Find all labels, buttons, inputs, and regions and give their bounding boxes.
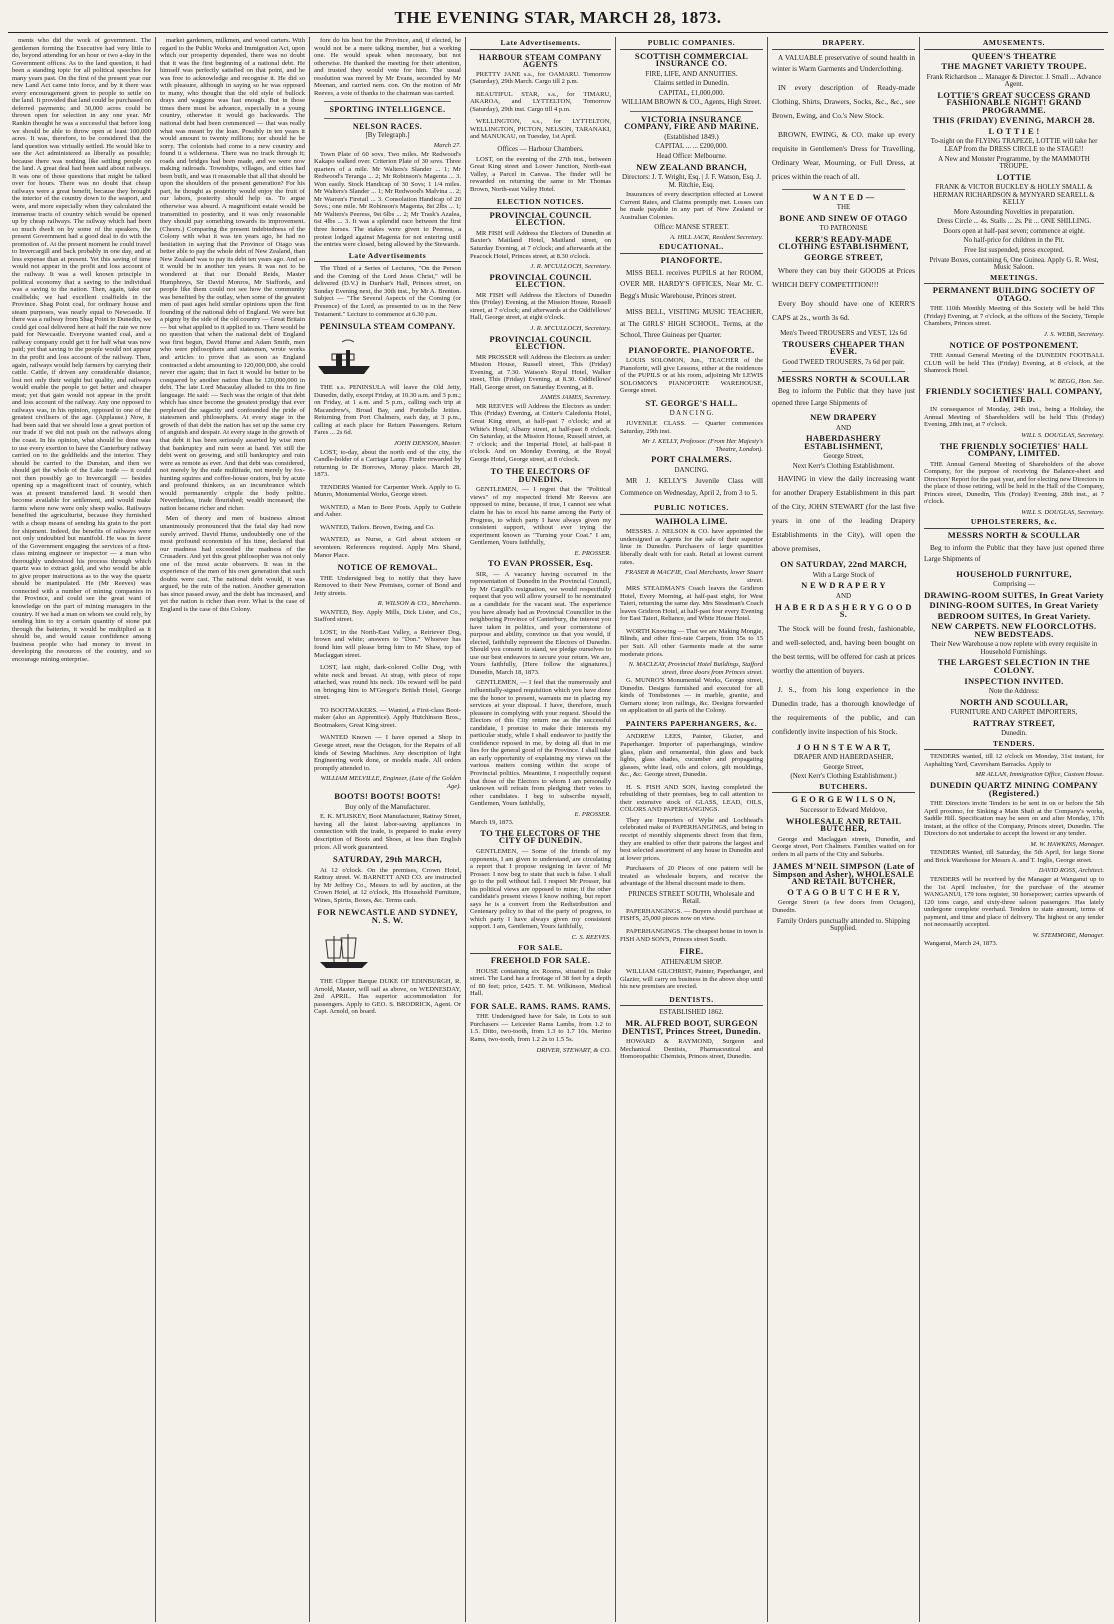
bedroom-line: BEDROOM SUITES, In Great Variety. [937, 610, 1091, 621]
quartz-company-signature: M. W. HAWKINS, Manager. [1030, 840, 1104, 848]
half-price-line: No half-price for children in the Pit. [963, 236, 1065, 245]
electors-title: TO THE ELECTORS OF DUNEDIN. [490, 466, 591, 484]
city-electors-signature: C. S. REEVES. [571, 933, 611, 941]
dancing-line: D A N C I N G. [669, 409, 714, 418]
paperhangings-ad: PAPERHANGINGS. The cheapest house in town is FISH AND SON'S, Princes street South. [620, 928, 763, 943]
friendly-hall-title: THE FRIENDLY SOCIETIES' HALL COMPANY, LIMITED. [939, 440, 1089, 459]
rams-signature: DRIVER, STEWART, & CO. [536, 1046, 611, 1054]
column-7 [920, 37, 1108, 1622]
cast-line: FRANK & VICTOR BUCKLEY & HOLLY SMALL & HERMAN RICHARDSON & MYNYARD SEARELL & KELLY [933, 183, 1095, 207]
every-description-ad: IN every description of Ready-made Clothing, Shirts, Drawers, Socks, &c., &c., see Brown, Ewing, and Co.'s New Stock. [772, 82, 915, 120]
claims-line: Claims settled in Dunedin. [654, 79, 729, 88]
reply-signature: E. PROSSER. [574, 810, 611, 818]
postponement-signature: W. BEGG, Hon. Sec. [1049, 377, 1104, 385]
howard-ad: HOWARD & RAYMOND, Surgeon and Mechanical Dentists, Pharmaceutical and Homoeopathic Chemists, Princes street, Dunedin. [620, 1038, 763, 1061]
friendly-hall-signature: WILL S. DOUGLAS, Secretary. [1021, 431, 1104, 439]
capital-line: CAPITAL, £1,000,000. [658, 88, 725, 97]
reply-date: March 19, 1873. [470, 819, 514, 827]
fish-son-ad: H. S. FISH AND SON, having completed the rebuilding of their premises, beg to call attention to their extensive stock of GLASS, LEAD, OILS, COLORS AND PAPERHANGINGS. [620, 783, 763, 814]
ship-body: THE Clipper Barque DUKE OF EDINBURGH, R. Arnold, Master, will sail as above, on WEDNESDAY, 2nd APRIL. Has superior accommodation for passengers. Apply to GEO. S. BRODRICK, Agent. Or Capt. Arnold, on board. [314, 978, 461, 1016]
lost-ad: LOST, last night, dark-colored Collie Dog, with white neck and breast. At strap, with piece of rope attached, was round his neck. 10s reward will be paid on bringing him to M'Gregor's British Hotel, George street. [314, 664, 461, 702]
lost-ad: LOST, in the North-East Valley, a Retriever Dog, brown and white; answers to "Don." Whoever has found him will please bring him to Mr Shaw, top of Maclaggan street. [314, 628, 461, 659]
capital-line: CAPITAL ... ... £200,000. [655, 142, 728, 151]
public-companies-heading: PUBLIC COMPANIES. [620, 39, 763, 50]
victoria-body: Insurances of every description effected at Lowest Current Rates, and Claims promptly met. Losses can be made payable in any part of New Zealand or Australian Colonies. [620, 191, 763, 221]
steam-ad-signature: JOHN DENSON, Master. [393, 439, 461, 447]
rams-body: THE Undersigned have for Sale, in Lots to suit Purchasers — Leicester Rams Lambs, from 1.2 to 1.5. Ditto, two-tooth, from 1.3 to 1.7 10s. Merino Rams, two-tooth, from 1.2 2s to 1.5 5s. [470, 1013, 611, 1043]
waihola-signature: FRASER & MACFIE, Coal Merchants, lower Stuart street. [625, 569, 763, 584]
scottish-title: SCOTTISH COMMERCIAL INSURANCE CO. [634, 50, 749, 69]
electors-signature: E. PROSSER. [574, 549, 611, 557]
election-signature: J. R. M'CULLOCH, Secretary. [530, 324, 611, 332]
boots-body: E. K. M'LISKEY, Boot Manufacturer, Rattray Street, having all the latest labor-saving appliances in connection with the trade, is prepared to make every description of Boots and Shoes, at less than English prices. All work guaranteed. [314, 813, 461, 851]
wholesale-line: WHOLESALE AND RETAIL BUTCHER, [785, 815, 902, 834]
north-scoullar-line: NORTH AND SCOULLAR, [959, 696, 1069, 707]
bell-ad: MISS BELL, VISITING MUSIC TEACHER, at The GIRLS' HIGH SCHOOL. Terms, at the School, Three Guineas per Quarter. [620, 308, 763, 340]
sewing-ad: WANTED Known — I have opened a Shop in George street, near the Octagon, for the Repairs of all kinds of Sewing Machines. Any description of light Engineering work done, or models made. All orders promptly attended to. [314, 734, 461, 772]
friday-line: THIS (FRIDAY) EVENING, MARCH 28. [933, 115, 1095, 126]
article-body: fore do his best for the Province, and, if elected, he would not be a mere talking member, but a working one. He would speak when necessary, but not otherwise. He thanked the meeting for their attention, and trusted they would vote for him. The usual resolution was moved by Mr Evans, seconded by Mr Meenan, and carried nem. con. On the motion of Mr Reeves, a vote of thanks to the chairman was carried. [314, 37, 461, 97]
agents-line: WILLIAM BROWN & CO., Agents, High Street. [621, 98, 762, 107]
fish-son-address: PRINCES STREET SOUTH, Wholesale and Retail. [628, 889, 755, 906]
sale-body: At 12 o'clock. On the premises, Crown Hotel, Rattray street. W. BARNETT AND CO. are instructed by Mr Jeffrey Co., Messrs to sell by auction, at the Crown Hotel, at 12 o'clock, His Household Furniture, Wines, Spirits, Boxes, &c. Terms cash. [314, 866, 461, 904]
the-line: THE [836, 203, 851, 212]
rams-title: FOR SALE. RAMS. RAMS. RAMS. [470, 1000, 611, 1011]
friendly-hall-signature: WILL S. DOUGLAS, Secretary. [1021, 508, 1104, 516]
dateline: March 27. [433, 142, 461, 150]
divider [630, 111, 753, 112]
asphalting-signature: MR ALLAN, Immigration Office, Custom House. [975, 771, 1104, 779]
port-kelly-ad: MR J. KELLY'S Juvenile Class will Commence on Wednesday, April 2, from 3 to 5. [620, 477, 763, 497]
and-line: AND [835, 592, 852, 601]
quartz-company-title: DUNEDIN QUARTZ MINING COMPANY (Registered.) [929, 780, 1099, 798]
private-boxes-line: Private Boxes, containing 6, One Guinea. Apply G. R. West, Music Saloon. [929, 255, 1099, 272]
article-body: market gardeners, milkmen, and wood carters. With regard to the Public Works and Immigration Act, upon which our prosperity depended, there was no doubt that it was the first beginning of a national debt. He himself was perfectly satisfied on that point, and he was free to acknowledge and recognise it. He did so with pleasure, although in saying so he was opposed to many, who thought that the old style of bullock drays and waggons was fast enough. But in those times there must be advance, especially in a young country, otherwise it would go backwards. The national debt had been commenced — that was really what was meant by the loan. Possibly in ten years it would amount to twenty millions; nor should he be sorry. The colonists had come to a new country and found it a wilderness. There was no track through it; roads and bridges had been made, and we were now making railroads. Townships, villages, and cities had been built, and was it reasonable that all that should be upon the shoulders of the present generation? For his part, he thought as posterity would enjoy the fruit of our labors, posterity should help us. To argue otherwise was absurd. A magnificent estate would be transmitted to posterity, and it was only reasonable they should pay something towards its improvement. (Cheers.) Comparing the present indebtedness of the Colony with what it was ten years ago, he had no hesitation in saying that the Province of Otago was better able to pay the whole debt of New Zealand, than New Zealand was to pay its debt ten years ago. And so it would be in another ten years. It was not to be wondered at that our Donald Reids, Master Humphreys, Sir David Monros, Mr Staffords, and people like them could not see how the community was benefited by the outlay, when some of the greatest men of past ages held similar opinions upon the first founding of the national debt of England. We were but a pigmy by the side of the old country — Great Britain — but what applied to it applied to us. There would be no question that when the national debt of England was first begun, David Hume and Adam Smith, men who were philosophers and statesmen, wrote works and articles to prove that as soon as England contracted a debt amounting to 120,000,000, she could never rise again; that in fact it would be better to be conquered by another nation than be 120,000,000 in debt. The late Lord Macaulay alluded to this in fine language. He said: — Such was the origin of that debt which has since become the greatest prodigy that ever perplexed the sagacity and confounded the pride of statesmen and philosophers. At every stage in the growth of that debt the nation has set up the same cry of anguish and despair. At every stage in the growth of that debt it has been seriously asserted by wise men that bankruptcy and ruin were at hand. Yet still the debt went on growing, and still bankruptcy and ruin were as remote as ever. And that debt was considered, not merely by the rude multitude, not merely by fox-hunting squires and coffee-house orators, but by acute and profound thinkers, as an incumbrance which would permanently cripple the body politic. Nevertheless, trade flourished; wealth increased; the nation became richer and richer. [160, 37, 305, 512]
gilchrist-ad: WILLIAM GILCHRIST, Painter, Paperhanger, and Glazier, will carry on business in the above shop until his new premises are erected. [620, 968, 763, 991]
sailing-ship-icon [314, 932, 374, 972]
george-street-line: George Street, [823, 452, 864, 461]
bone-sinew-line: BONE AND SINEW OF OTAGO [779, 212, 908, 223]
stock-ad: The Stock will be found fresh, fashionable, and well-selected, and, having been bought on the best terms, will be offered for cash at prices worthy the attention of buyers. [772, 623, 915, 675]
divider [782, 189, 905, 190]
tenders-heading: TENDERS. [924, 740, 1104, 751]
office-signature: A. HILL JACK, Resident Secretary. [670, 233, 763, 241]
electors-letter: GENTLEMEN, — I regret that the "Political views" of my respected friend Mr Reeves are opposed to mine, because, if true, I cannot see what claim he has to excel his name among the Party of Progress, to which party I have always given my consistent support, without ever trying the experiment known as "Turning your Coat." I am, Gentlemen, Yours faithfully, [470, 486, 611, 547]
largest-selection-line: THE LARGEST SELECTION IN THE COLONY. [937, 657, 1091, 675]
north-scoullar-intro: Beg to inform the Public that they have just opened three Large Shipments of [772, 387, 915, 407]
port-chalmers-title: PORT CHALMERS. [651, 454, 732, 465]
comprising-line: Comprising — [993, 580, 1035, 589]
patronise-line: TO PATRONISE [819, 224, 868, 233]
lecture-ad: The Third of a Series of Lectures, "On the Person and the Coming of the Lord Jesus Christ," will be delivered (D.V.) in Dunbar's Hall, Princes street, on Sunday Evening next, the 30th inst., by Mr A. Brenton. Subject — "The Several Aspects of the Coming (or Presence) of the Lord, as presented to us in the New Testament." Lecture to commence at 6.30 p.m. [314, 265, 461, 318]
removal-signature: R. WILSON & CO., Merchants. [377, 600, 461, 608]
column-2 [156, 37, 310, 1622]
directors-line: Directors: J. T. Wright, Esq. | J. F. Watson, Esq. J. M. Ritchie, Esq. [622, 173, 761, 189]
freehold-body: HOUSE containing six Rooms, situated in Duke street. The Land has a frontage of 38 feet by a depth of 80 feet; price, £425. T. M. Wilkinson, Medical Hall. [470, 967, 611, 998]
lottie-line: LOTTIE [996, 171, 1032, 182]
good-tweed-line: Good TWEED TROUSERS, 7s 6d per pair. [782, 358, 905, 367]
freehold-title: FREEHOLD FOR SALE. [490, 955, 591, 966]
column-4 [466, 37, 616, 1622]
warehouse-line: Their New Warehouse a now replete with every requisite in Household Furnishings. [930, 640, 1098, 656]
inspection-line: INSPECTION INVITED. [964, 675, 1064, 686]
sporting-heading: SPORTING INTELLIGENCE. [329, 105, 446, 115]
friendly-hall-title: FRIENDLY SOCIETIES' HALL COMPANY, LIMITED. [925, 386, 1103, 404]
kelly-signature: Mr J. KELLY, Professor. (From Her Majesty's Theatre, London). [642, 438, 763, 453]
carpets-line: NEW CARPETS. NEW FLOORCLOTHS. NEW BEDSTEADS. [931, 621, 1097, 639]
city-electors-letter: GENTLEMEN, — Some of the friends of my opponents, I am given to understand, are circulating a report that I propose resigning in favor of Mr Prosser. I now beg to state that such is false. I shall go to the poll without fail. I respect Mr Prosser, but his political views are opposed to mine; if the other candidate's present views I know nothing, but report says he is a convert from the Redistribution and Centenary policy to that of the party of progress, to which party I have always given my consistent support. I am, Gentlemen, Yours faithfully, [470, 847, 611, 931]
amusements-heading: AMUSEMENTS. [924, 39, 1104, 50]
trapeze-line: To-night on the FLYING TRAPEZE, LOTTIE will take her LEAP from the DRESS CIRCLE to the STAGE!! [930, 137, 1098, 154]
dunedin-line: Dunedin. [1001, 729, 1027, 738]
new-drapery-line: N E W D R A P E R Y [801, 580, 886, 591]
masthead: THE EVENING STAR, MARCH 28, 1873. [8, 8, 1108, 33]
requisition-title: TO EVAN PROSSER, Esq. [488, 558, 593, 569]
haberdashery-goods-line: H A B E R D A S H E R Y G O O D S. [775, 601, 912, 620]
queens-theatre-title: QUEEN'S THEATRE [971, 50, 1057, 61]
permanent-society-body: THE 110th Monthly Meeting of this Society will be held This (Friday) Evening, at 7 o'clock, at the offices of the Society, Temple Chambers, Princes street. [924, 305, 1104, 328]
butchers-heading: BUTCHERS. [772, 783, 915, 794]
election-title: PROVINCIAL COUNCIL ELECTION. [489, 333, 592, 352]
removal-body: THE Undersigned beg to notify that they have Removed to their New Premises, corner of Bond and Jetty streets. [314, 574, 461, 597]
steamship-icon [314, 338, 374, 378]
article-body-continued: Men of theory and men of business almost unanimously pronounced that the fatal day had now surely arrived. David Hume, undoubtedly one of the most profound economists of his time, declared that our madness had exceeded the madness of the Crusaders. And yet this great philosopher was not only one of the most acute observers. It was in the experience of the men of his own generation that such doubts were cast. The national debt would, it was argued, be the ruin of the nation. Another generation has since passed away, and the debt has increased, and yet the nation is richer than ever. What is the case of England is the case of this Colony. [160, 515, 305, 614]
election-heading: ELECTION NOTICES. [470, 198, 611, 209]
victoria-title: VICTORIA INSURANCE COMPANY, FIRE AND MARINE. [624, 113, 759, 132]
sale-title: SATURDAY, 29th MARCH, [333, 854, 442, 865]
boot-dentist-title: MR. ALFRED BOOT, SURGEON DENTIST, Princes Street, Dunedin. [622, 1017, 761, 1036]
solomon-ad: LOUIS SOLOMON, Jun., TEACHER of the Pianoforte, will give Lessons, either at the residences of the PUPILS or at his room, adjoining Mr LEWIS SOLOMON'S PIANOFORTE WAREHOUSE, George street. [620, 357, 763, 395]
steadman-ad: MRS STEADMAN'S Coach leaves the Gridiron Hotel, Every Morning, at half-past eight, for West Taieri, returning the same day. Mrs Steadman's Coach leaves Gridiron Hotel, at half-past four every Evening for East Taieri, Reliance, and White House Hotel. [620, 585, 763, 623]
nz-branch-line: NEW ZEALAND BRANCH, [636, 161, 747, 172]
and-line: AND [835, 423, 852, 432]
magnet-troupe-line: THE MAGNET VARIETY TROUPE. [941, 61, 1087, 72]
js-ad: J. S., from his long experience in the Dunedin trade, has a thorough knowledge of the requirements of the public, and can confidently invite inspection of his Stock. [772, 684, 915, 736]
late-ads-heading: Late Advertisements [314, 252, 461, 263]
lottie-line: L O T T I E ! [988, 125, 1040, 136]
north-scoullar-title: MESSRS NORTH & SCOULLAR [777, 373, 910, 384]
boots-subtitle: Buy only of the Manufacturer. [345, 802, 430, 811]
wanganui-signature: W. STEMMORE, Manager. [1032, 931, 1104, 939]
sewing-signature: WILLIAM MELVILLE, Engineer, (Late of the Golden Age). [320, 775, 461, 790]
office-line: Offices — Harbour Chambers. [497, 145, 584, 154]
family-orders-line: Family Orders punctually attended to. Shipping Supplied. [776, 916, 911, 933]
juvenile-ad: JUVENILE CLASS. — Quarter commences Saturday, 29th inst. [620, 419, 763, 435]
office-line: Office: MANSE STREET. [654, 223, 729, 232]
steam-company-title: PENINSULA STEAM COMPANY. [319, 321, 456, 332]
fire-life-line: FIRE, LIFE, AND ANNUITIES. [645, 69, 738, 78]
large-stock-line: With a Large Stock of [812, 570, 875, 579]
dancing-line: DANCING. [674, 465, 709, 474]
drawing-room-line: DRAWING-ROOM SUITES, In Great Variety [924, 589, 1104, 600]
saturday-line: ON SATURDAY, 22nd MARCH, [780, 559, 907, 570]
races-heading: NELSON RACES. [352, 121, 423, 131]
lees-ad: ANDREW LEES, Painter, Glazier, and Paperhanger. Importer of paperhangings, window glass, plain and ornamental, thin glass and back lights, glass shades, cucumber and propagating glasses, white lead, oils and colors, gilt mouldings, &c., &c. George street, Dunedin. [620, 733, 763, 779]
george-wilson-line: G E O R G E W I L S O N, [791, 794, 896, 805]
stewart-intro: HAVING in view the daily increasing want for another Drapery Establishment in this part of the City, JOHN STEWART (for the last five years in one of the leading Drapery Establishments in the City), will open the above premises, [772, 474, 915, 554]
reply-letter: GENTLEMEN, — I feel that the numerously and influentially-signed requisition which you have done me the honor to present, warrants me in placing my services at your disposal. I have, therefore, much pleasure in complying with your request. Should the Electors of this City return me as the successful candidate, I promise to make their interests my particular study, while I shall endeavor to justify the confidence reposed in me, by doing all that in me lies for the general good of the Province. I shall take an early opportunity of explaining my views on the various matters coming within the scope of Provincial politics. Meantime, I respectfully request that those of the Electors to whom I am personally unknown will refrain from pledging their votes to other candidates. I beg to subscribe myself, Gentlemen, Yours faithfully, [470, 679, 611, 808]
ship-title: FOR NEWCASTLE AND SYDNEY, N. S. W. [317, 907, 458, 925]
painters-heading: PAINTERS PAPERHANGERS, &c. [620, 720, 763, 731]
worth-signature: N. MACLEAY, Provincial Hotel Buildings, Stafford street, three doors from Princes street. [628, 661, 763, 676]
george-street-line: George Street, [823, 762, 864, 771]
free-list-line: Free list suspended, press excepted. [964, 246, 1064, 255]
election-signature: JAMES JAMES, Secretary. [540, 394, 611, 402]
election-ad: MR FISH will Address the Electors of Dunedin this (Friday) Evening, at the Mission House, Russell street, at 7 o'clock; and afterwards at the Oddfellows' Hall, George street, at eight o'clock. [470, 291, 611, 322]
column-1 [8, 37, 156, 1622]
paperhangings-ad: PAPERHANGINGS. — Buyers should purchase at FISH'S, 25,000 pieces now on view. [620, 907, 763, 923]
simpson-line: JAMES M'NEIL SIMPSON (Late of Simpson and Asher), WHOLESALE AND RETAIL BUTCHER, [772, 861, 915, 887]
columns [8, 37, 1108, 1622]
divider [782, 371, 905, 372]
wanted-ad: WANTED, Boy. Apply Mills, Dick Lister, and Co., Stafford street. [314, 608, 461, 624]
wanted-title: W A N T E D — [812, 191, 875, 202]
lottie-success-line: LOTTIE'S GREAT SUCCESS GRAND FASHIONABLE NIGHT! GRAND PROGRAMME. [937, 89, 1091, 115]
furniture-importers-line: FURNITURE AND CARPET IMPORTERS, [950, 708, 1078, 717]
drapery-heading: DRAPERY. [772, 39, 915, 50]
shipping-ad: BEAUTIFUL STAR, s.s., for TIMARU, AKAROA, and LYTTELTON, Tomorrow (Saturday), 29th inst. Cargo till 4 p.m. [470, 90, 611, 113]
friendly-hall-body: THE Annual General Meeting of Shareholders of the above Company, for the purpose of receiving the Balance-sheet and Directors' Report for the past year, and for electing new Directors in the place of those retiring, will be held in the Hall of the Company, Princes street, Dunedin, This (Friday) Evening, 28th inst., at 7 o'clock. [924, 460, 1104, 506]
dentists-heading: DENTISTS. [620, 996, 763, 1007]
steam-ad-body: THE s.s. PENINSULA will leave the Old Jetty, Dunedin, daily, except Friday, at 10.30 a.m. and 3 p.m.; on Friday, at 1 a.m. and 5 p.m., calling each trip at Macandrew's, Broad Bay, and Portobello Jetties. Returning from Port Chalmers, each day, at 3 p.m., calling at each place for Return Passengers. Return Fares ... 2s 6d. [314, 384, 461, 437]
household-furniture-line: HOUSEHOLD FURNITURE, [956, 568, 1072, 579]
next-kerr-line: Next Kerr's Clothing Establishment. [792, 461, 895, 470]
public-notices-heading: PUBLIC NOTICES. [620, 504, 763, 515]
election-ad: MR REEVES will Address the Electors as under: This (Friday) Evening, at Cotter's Caledonia Hotel, Great King street, at half-past 7 o'clock; and at White's Hotel, Albany street, at half-past 8 o'clock. On Saturday, at the Mission House, Russell street, at 7 o'clock; and the Imperial Hotel, at half-past 8 o'clock. And on Monday Evening, at the Royal George Hotel, George street, at 8 o'clock. [470, 402, 611, 463]
harbour-title: HARBOUR STEAM COMPANY AGENTS [479, 52, 602, 70]
for-sale-heading: FOR SALE. [470, 944, 611, 955]
election-signature: J. R. M'CULLOCH, Secretary. [530, 263, 611, 271]
column-6 [768, 37, 920, 1622]
north-scoullar-intro: Beg to inform the Public that they have just opened three Large Shipments of [924, 543, 1104, 564]
dining-room-line: DINING-ROOM SUITES, In Great Variety [929, 600, 1099, 611]
shipping-ad: WELLINGTON, s.s., for LYTTELTON, WELLINGTON, PICTON, NELSON, TARANAKI, and MANUKAU, on Tuesday, 1st April. [470, 118, 611, 141]
lost-ad: LOST, to-day, about the north end of the city, the Candle-holder of a Carriage Lamp. Finder rewarded by returning to Dr Borrows, Moray place. March 28, 1873. [314, 448, 461, 479]
pianoforte-title: PIANOFORTE. PIANOFORTE. [628, 344, 755, 355]
race-results: Town Plate of 60 sovs. Two miles. Mr Redwood's Kakapo walked over. Criterion Plate of 30 sovs. Three quarters of a mile. Mr Walters's Slander ... 1; Mr Redwood's Teranga ... 2; Mr Robinson's Magenta ... 3. Won easily. Stock Handicap of 30 Sovs; 1 1/4 miles. Mr Walters's Slander ... 1; Mr Redwood's Malvina ... 2; Mr Warren's Firetail ... 3. Consolation Handicap of 20 Sovs.; one mile. Mr Robinson's Magenta, 8st 2lbs ... 1; Mr Walters's Peeress, 9st 6lbs ... 2; Mr Trask's Azalea, 6st 4lbs ... 3. It was a splendid race between the first three horses. The stakes were given to Peeress, a protest lodged against Magenta for not entering until the entries were closed, being allowed by the Stewards. [314, 150, 461, 249]
otago-butchery-line: O T A G O B U T C H E R Y, [787, 886, 900, 897]
permanent-society-title: PERMANENT BUILDING SOCIETY OF OTAGO. [932, 285, 1096, 303]
wanted-ad: WANTED, a Man to Bore Posts. Apply to Guthrie and Asher. [314, 503, 461, 519]
postponement-title: NOTICE OF POSTPONEMENT. [949, 339, 1079, 350]
city-electors-title: TO THE ELECTORS OF THE CITY OF DUNEDIN. [480, 827, 601, 846]
simpson-ad: George Street (a few doors from Octagon), Dunedin. [772, 899, 915, 914]
brown-ewing-ad: BROWN, EWING, & CO. make up every requisite in Gentlemen's Dress for Travelling, Ordinary Wear, Mourning, or Full Dress, at prices within the reach of all. [772, 129, 915, 181]
lost-ad: LOST, on the evening of the 27th inst., between Great King street and Lower Junction, North-east Valley, a Parcel in Canvas. The finder will be rewarded on returning the same to Mr Thomas Brown, North-east Valley Hotel. [470, 155, 611, 193]
divider [324, 118, 451, 119]
column-3 [310, 37, 466, 1622]
novelties-line: More Astounding Novelties in preparation. [953, 207, 1075, 216]
wanganui-tender: TENDERS will be received by the Manager at Wanganui up to the 1st April inclusive, for the purchase of the steamer WANGANUI, 179 tons register, 30 horsepower; carries upwards of 120 tons cargo, and sixty-three saloon passengers. Has lately undergone complete overhaul. Tenders to state amount, terms of payment, and time and place of delivery. The highest or any tender not necessarily accepted. [924, 876, 1104, 929]
haberdashery-line: HABERDASHERY ESTABLISHMENT, [804, 433, 883, 451]
election-title: PROVINCIAL COUNCIL ELECTION. [489, 209, 592, 228]
quartz-company-body: THE Directors invite Tenders to be sent in on or before the 5th April proximo, for Sinking a Main Shaft at the Company's works, Saddle Hill. Specification may be seen on and after Monday, 17th instant, at the office of the Company, Princes street, Dunedin. The Directors do not undertake to accept the lowest or any tender. [924, 800, 1104, 838]
head-office-line: Head Office: Melbourne. [656, 152, 727, 161]
shipping-ad: PRETTY JANE s.s., for OAMARU. Tomorrow (Saturday), 29th March. Cargo till 2 p.m. [470, 70, 611, 86]
waihola-body: MESSRS. J. NELSON & CO. have appointed the undersigned as Agents for the sale of their superior lime in Dunedin. Purchasers of large quantities liberally dealt with for cash. Retail at lowest current rates. [620, 528, 763, 566]
valuable-ad: A VALUABLE preservative of sound health in winter is Warm Garments and Underclothing. [772, 53, 915, 74]
waihola-title: WAIHOLA LIME. [655, 515, 728, 526]
removal-title: NOTICE OF REMOVAL. [337, 562, 438, 573]
wanganui-date: Wanganui, March 24, 1873. [924, 940, 998, 948]
upholsterers-heading: UPHOLSTERERS, &c. [924, 518, 1104, 529]
bell-ad: MISS BELL receives PUPILS at her ROOM, OVER MR. HARDY'S OFFICES, Near Mr. C. Begg's Music Warehouse, Princes street. [620, 268, 763, 300]
election-title: PROVINCIAL COUNCIL ELECTION. [489, 271, 592, 290]
friendly-hall-body: IN consequence of Monday, 24th inst., being a Holiday, the Annual Meeting of Shareholders will be held This (Friday) Evening, 28th inst, at 7 o'clock. [924, 406, 1104, 429]
requisition-letter: SIR, — A vacancy having occurred in the representation of Dunedin in the Provincial Council, by Mr Cargill's resignation, we would respectfully request that you will allow yourself to be nominated as a candidate for the vacant seat. The experience you have already had as Provincial Councillor in the neighboring Province of Canterbury, the interest you have taken in politics, and your cornerstone of purpose and ability, convince us that you would, if elected, faithfully represent the Electors of Dunedin. Should you consent to stand, we pledge ourselves to use our best endeavors to secure your return. We are, Yours faithfully, [Here follow the signatures.] Dunedin, March 18, 1873. [470, 570, 611, 676]
late-ads-heading: Late Advertisements. [470, 39, 611, 50]
worth-ad: WORTH Knowing — That we are Making Mongie, Blinds, and other first-rate Carpets, from 15s to 15 per Suit. All other Garments made at the same moderate prices. [620, 627, 763, 658]
bootmakers-ad: TO BOOTMAKERS. — Wanted, a First-class Boot-maker (also an Apprentice). Apply Hutchinson Bros., Bootmakers, Great King street. [314, 706, 461, 729]
caps-ad: Every Boy should have one of KERR'S CAPS at 2s., worth 3s 6d. [772, 299, 915, 323]
st-georges-title: ST. GEORGE'S HALL. [645, 397, 738, 408]
successor-line: Successor to Edward Meldove, [799, 805, 888, 814]
wanted-ad: WANTED, Tailors. Brown, Ewing, and Co. [320, 523, 435, 531]
fire-title: FIRE. [679, 946, 704, 957]
established-line: (Established 1849.) [664, 132, 719, 141]
rattray-street-line: RATTRAY STREET, [973, 717, 1055, 728]
mammoth-line: A New and Monster Programme, by the MAMMOTH TROUPE. [938, 154, 1090, 171]
tweed-line: Men's Tweed TROUSERS and VEST, 12s 6d [780, 329, 907, 338]
athenaeum-line: ATHENÆUM SHOP. [660, 957, 723, 966]
permanent-society-signature: J. S. WEBB, Secretary. [1044, 330, 1104, 338]
doors-line: Doors open at half-past seven; commence at eight. [943, 226, 1085, 235]
draper-line: DRAPER AND HABERDASHER, [793, 753, 894, 762]
fish-son-ad: They are Importers of Wylie and Lochhead's celebrated make of PAPERHANGINGS, and being in receipt of monthly shipments direct from that firm, they are enabled to offer their patrons the largest and best selected assortment of any house in Dunedin and at lower prices. [620, 816, 763, 862]
george-street-line: GEORGE STREET, [804, 251, 883, 262]
postponement-body: THE Annual General Meeting of the DUNEDIN FOOTBALL CLUB will be held This (Friday) Evening, at 8 o'clock, at the Shamrock Hotel. [924, 352, 1104, 375]
trousers-line: TROUSERS CHEAPER THAN EVER. [782, 338, 905, 357]
divider [324, 101, 451, 102]
established-line: ESTABLISHED 1862. [659, 1008, 724, 1017]
tenders-ad: TENDERS Wanted for Carpenter Work. Apply to G. Munro, Monumental Works, George street. [314, 483, 461, 499]
telegraph-note: [By Telegraph.] [365, 131, 410, 140]
prices-line: Dress Circle ... 4s. Stalls ... 2s. Pit ... ONE SHILLING. [937, 217, 1091, 226]
north-scoullar-title: MESSRS NORTH & SCOULLAR [947, 529, 1081, 540]
warehouse-tender: TENDERS Wanted, till Saturday, the 5th April, for large Stone and Brick Warehouse for Messrs A. and T. Inglis, George street. [924, 849, 1104, 864]
boots-title: BOOTS! BOOTS! BOOTS! [334, 791, 441, 802]
article-body: ments who did the work of government. The gentlemen forming the Executive had very little to do, beyond attending for an hour or two a-day in the Government offices. As to the land question, it had been a standing topic for all political speeches for many years past. On the first of the present year our new Land Act came into force, and by it there was every encouragement given to people to settle on the land. It provided that land could be purchased on deferred payments; and 30,000 acres could be thrown open for selection in any one year. Mr Rankin thought he was a successful that before long we should be able to throw open at least 100,000 acres. It was, therefore, to be considered that the land question was virtually settled. He would like to see the Act administered as liberally as possible; because there was nothing like settling people on the land. A great deal had been said about railways. It was one of those questions that might be talked over for hours. There was no doubt that cheap railways were a great benefit, because they brought the interior of the country down to the seaport, and were, and more especially when they calculated the immense tracts of country which would be opened up by cheap railways. The railway which had been so much dwelt on by some of the speakers, the present Government had a good deal to do with the promotion of. At the present moment he could travel to Invercargill and back probably in one day, and at less expense than at present. Yet this saving of time would not appear in the profit and loss account of the railway. It was a well known principle in political economy that a saving to the individual was a saving to the nation. Then, again, take our coalfields; we had excellent coalfields in the Province. Shag Point coal, for ordinary house and steam purposes, was nearly equal to Newcastle. If there was a railway from Shag Point to Dunedin, we could get coal delivered here at half the rate we now paid for Newcastle. Everyone wanted coal, and a railway company could get it for half what was now paid; yet that saving to the people would not appear in the profit and loss account of the railway. Then, again, railways would help farmers by carrying their cattle. Cattle, if driven any considerable distance, lost not only their weight but quality, and railways would enable the people to get better and cheaper meat; yet that gain would not appear in the profit and loss account of the railway. Any one opposed to railways was, in his opinion, opposed to one of the greatest civilisers of the age. (Applause.) Now, it had been said that we should lose a great portion of our trade if we did not push on the railways along the coast. In his opinion, what should be done was to use every exertion to have the Canterbury railway carried on to the goldfields and the interior. They should be carried to the Dunstan, and then we should get the whole of the Lake trade — it could not then possibly go to Invercargill — besides opening up a magnificent tract of country, which was at present transferred land. It would then become available for settlement, and would make farms where now were only sheep walks. Railways benefited the agriculturist, because they furnished with a cheap means of sending his grain to the port for shipment. Indeed, the benefits of railways were not only undoubted but manifold. He was in favor of the Government engaging the services of a first-class mining engineer or inspector — a man who thoroughly understood his process through which quartz was to extract gold, and who would be able to give proper instructions as to the way the quartz should be manipulated. He (Mr Reeves) was connected with a number of mining companies in the Province, and could see the great want of knowledge on the part of mining managers in the country. If we had a man on whom we could rely, by sending him to try a certain quantity of stone put through the batteries, it would be multiplied as it should be, and would cause confidence among business people who had money to invest in developing the resources of the country, and so encourage mining enterprise. [12, 37, 151, 663]
prices-ad: Where they can buy their GOODS at Prices WHICH DEFY COMPETITION!!! [772, 266, 915, 290]
column-5 [616, 37, 768, 1622]
fish-son-ad: Purchasers of 20 Pieces of one pattern will be treated as wholesale buyers, and receive the advantage of the liberal discount made to them. [620, 865, 763, 888]
wanted-ad: WANTED, as Nurse, a Girl about sixteen or seventeen. References required. Apply Mrs Shand, Manor Place. [314, 536, 461, 559]
next-kerr-line: (Next Kerr's Clothing Establishment.) [790, 772, 897, 781]
munro-ad: G. MUNRO'S Monumental Works, George street, Dunedin. Designs furnished and executed for all kinds of Tombstones — in marble, granite, and Oamaru stone; iron railings, &c. Designs forwarded on application to all parts of the Colony. [620, 677, 763, 715]
educational-heading: EDUCATIONAL. [620, 243, 763, 254]
warehouse-signature: DAVID ROSS, Architect. [1038, 867, 1104, 875]
election-ad: MR FISH will Address the Electors of Dunedin at Baxter's Maitland Hotel, Maitland street, on Saturday Evening, at 7 o'clock; and afterwards at the Peacock Hotel, Princes street, at 8.30 o'clock. [470, 229, 611, 260]
manager-line: Frank Richardson ... Manager & Director. J. Small ... Advance Agent. [926, 72, 1102, 89]
pianoforte-title: PIANOFORTE. [660, 255, 723, 266]
new-drapery-line: NEW DRAPERY [810, 412, 877, 423]
meetings-heading: MEETINGS. [924, 274, 1104, 285]
asphalting-tender: TENDERS wanted, till 12 o'clock on Monday, 31st instant, for Asphalting Yard, Caversham Barracks. Apply to [924, 753, 1104, 768]
kerr-line: KERR'S READY-MADE CLOTHING ESTABLISHMENT, [778, 233, 909, 252]
election-ad: MR PROSSER will Address the Electors as under: Mission House, Russell street, This (Friday) Evening, at 7.30. Watson's Royal Hotel, Walker street, This (Friday) Evening, at 8.30. Oddfellows' Hall, George street, on Saturday Evening, at 8. [470, 353, 611, 391]
note-address-line: Note the Address: [988, 687, 1040, 696]
john-stewart-line: J O H N S T E W A R T, [796, 741, 891, 752]
wilson-ad: George and Maclaggan streets, Dunedin, and George street, Port Chalmers. Families waited on for orders in all parts of the City and Suburbs. [772, 835, 915, 858]
